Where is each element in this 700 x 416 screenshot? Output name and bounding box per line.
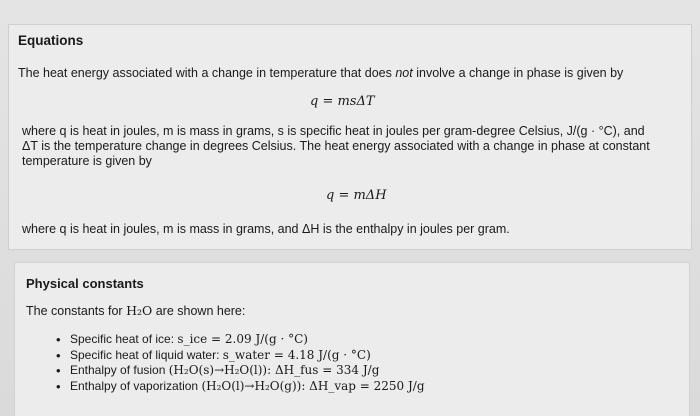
equations-intro: The heat energy associated with a change in temperature that does not involve a change in phase is given by	[18, 66, 624, 80]
constants-heading: Physical constants	[26, 276, 144, 291]
where-line-4: where q is heat in joules, m is mass in grams, and ΔH is the enthalpy in joules per gram.	[22, 222, 510, 236]
equation-heat-temperature: q = msΔT	[310, 94, 375, 109]
list-item-water: • Specific heat of liquid water: s_water = 4.18 J/(g · °C)	[56, 348, 425, 364]
equation-heat-phase: q = mΔH	[326, 188, 387, 203]
water-formula: H₂O	[126, 303, 153, 318]
intro-emphasis: not	[395, 66, 413, 80]
constants-list	[56, 332, 425, 394]
list-item-ice: • Specific heat of ice: s_ice = 2.09 J/(g · °C)	[56, 332, 425, 348]
where-line-3: temperature is given by	[22, 154, 152, 168]
where-line-2: ΔT is the temperature change in degrees Celsius. The heat energy associated with a change in phase at constant	[22, 139, 650, 153]
equations-heading: Equations	[18, 33, 84, 48]
list-item-vaporization: • Enthalpy of vaporization (H₂O(l)→H₂O(g)): ΔH_vap = 2250 J/g	[56, 379, 425, 395]
constants-intro: The constants for H₂O are shown here:	[26, 303, 246, 318]
where-line-1: where q is heat in joules, m is mass in grams, s is specific heat in joules per gram-degree Celsius, J/(g · °C), and	[22, 124, 645, 138]
list-item-fusion: • Enthalpy of fusion (H₂O(s)→H₂O(l)): ΔH_fus = 334 J/g	[56, 363, 425, 379]
